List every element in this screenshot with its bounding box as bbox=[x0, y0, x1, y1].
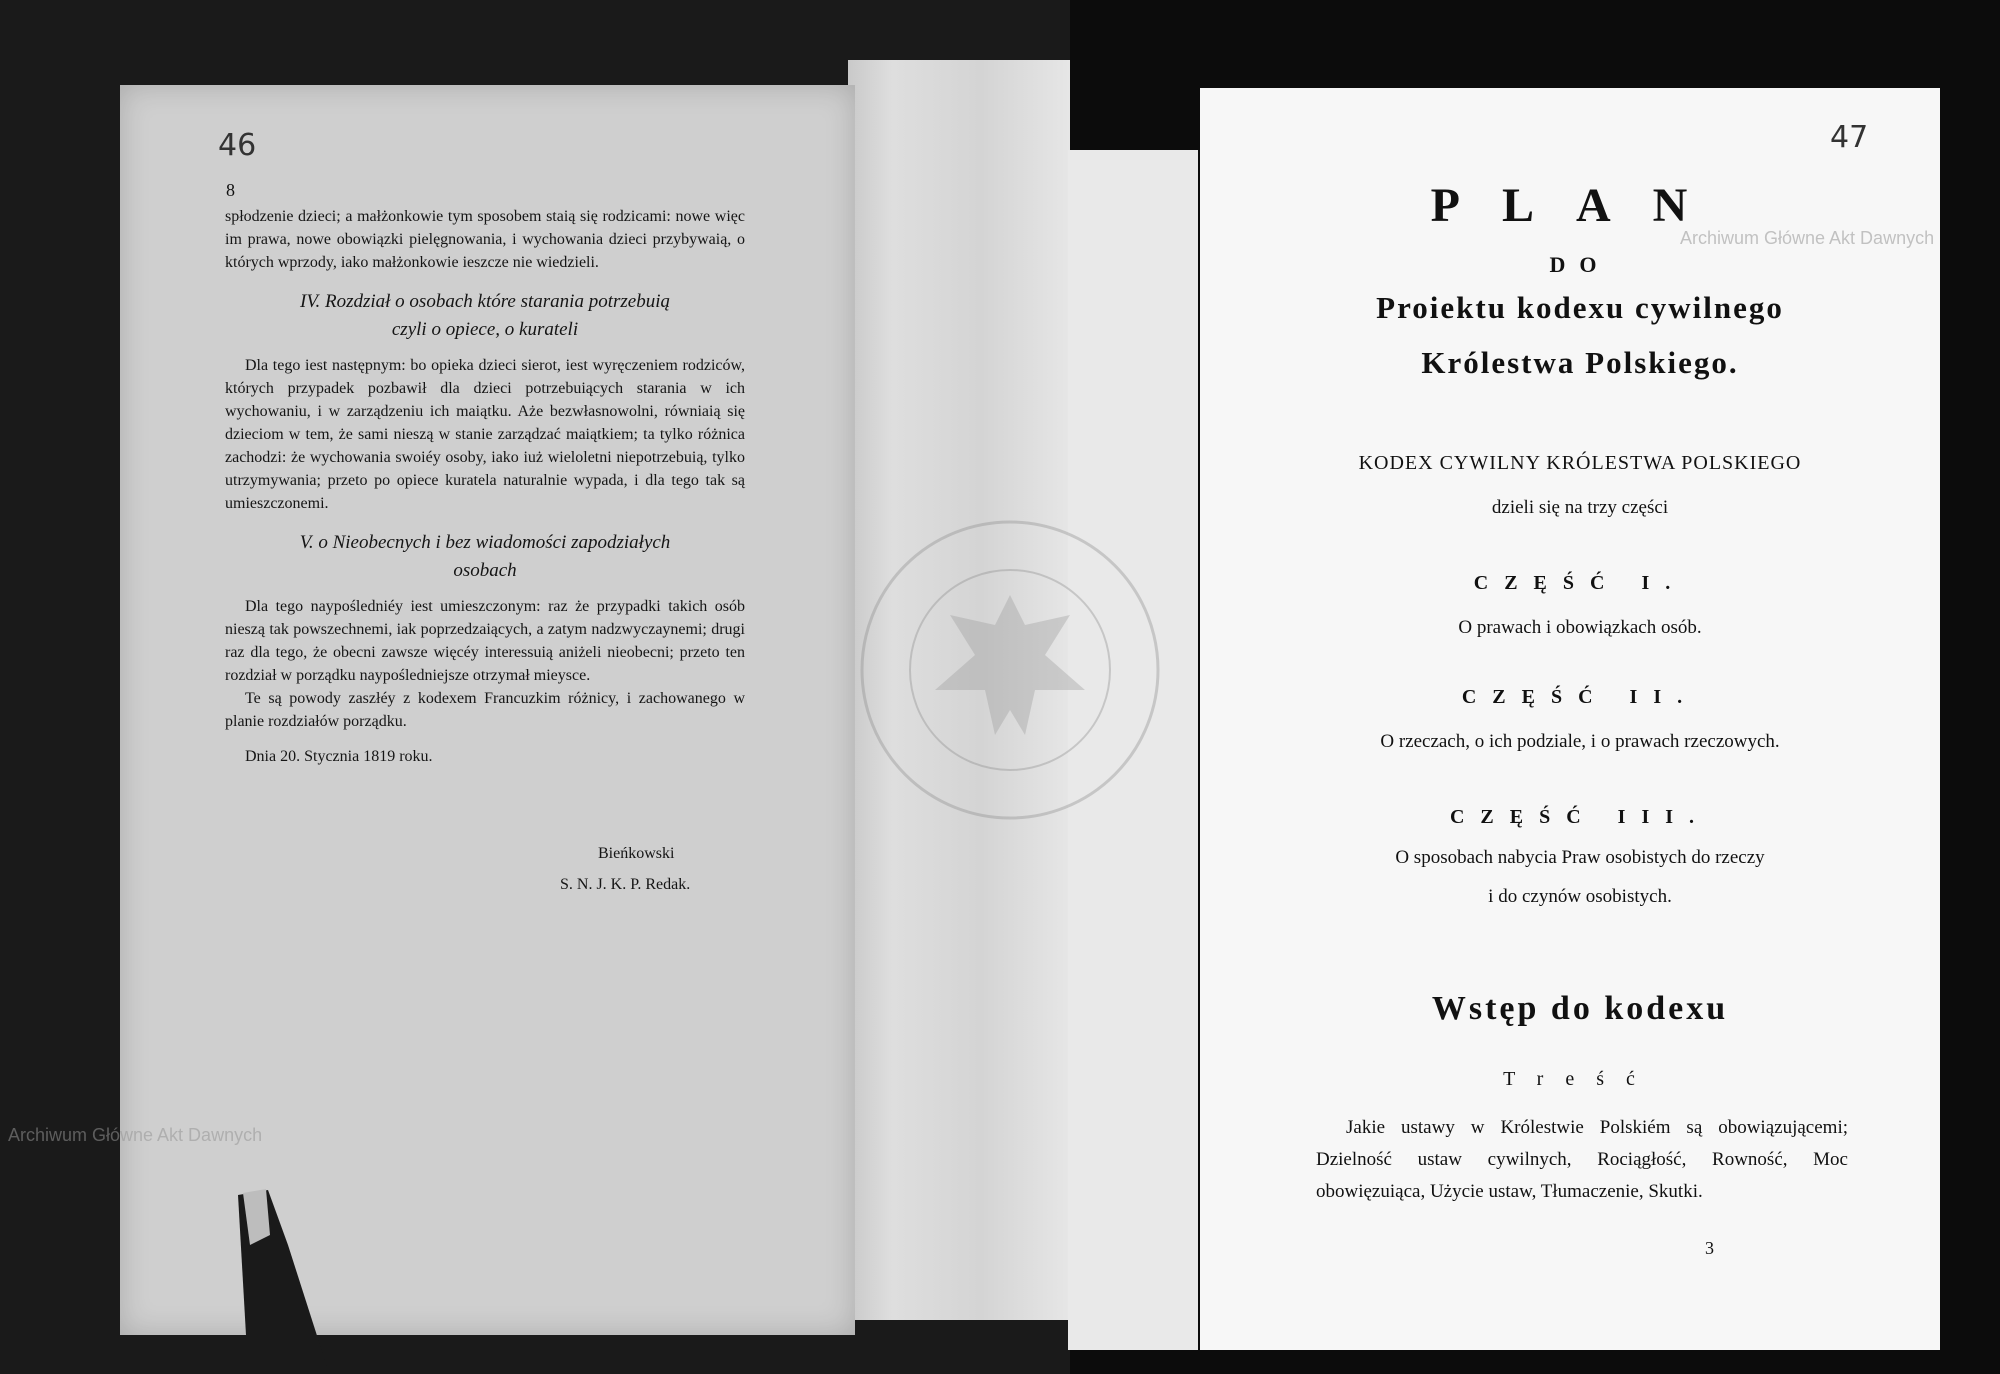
archive-seal bbox=[855, 515, 1165, 825]
handwritten-page-number-left: 46 bbox=[218, 128, 257, 163]
paragraph: Dla tego naypośledniéy iest umieszczonym: raz że przypadki takich osób nieszą tak powszechnemi, iak poprzedzaiących, a zatym nadzwyczaynemi; drugi raz dla tego, że obecni zawsze więcéy interessuią aniżeli nieobecni; przeto ten rozdział w porządku naypośledniejsze otrzymał mieysce. bbox=[225, 598, 745, 684]
paragraph: spłodzenie dzieci; a małżonkowie tym sposobem staią się rodzicami: nowe więc im prawa, nowe obowiązki pielęgnowania, i wychowania dzieci przybywaią, o których wprzody, iako małżonkowie ieszcze nie wiedzieli. bbox=[225, 208, 745, 271]
heading-line: IV. Rozdział o osobach które starania potrzebuią bbox=[300, 291, 670, 312]
paragraph: Dla tego iest następnym: bo opieka dzieci sierot, iest wyręczeniem rodziców, których przypadek pozbawił dla dzieci potrzebuiących starania w ich wychowaniu, i w zarządzeniu ich maiątku. Aże bezwłasnowolni, równiaią się dzieciom w tem, że sami nieszą w stanie zarządzać maiątkiem; ta tylko różnica zachodzi: że wychowania swoiéy osoby, iako iuż wieloletni niepotrzebuią, tylko utrzymywania; przeto po opiece kuratela naturalnie wypada, i dla tego tak są umieszczonemi. bbox=[225, 357, 745, 512]
part-3-text-line-2: i do czynów osobistych. bbox=[1488, 886, 1672, 907]
plan-title: PLAN bbox=[1430, 179, 1730, 232]
intro-heading: Wstęp do kodexu bbox=[1431, 990, 1729, 1027]
part-2-text: O rzeczach, o ich podziale, i o prawach rzeczowych. bbox=[1380, 731, 1780, 752]
contents-label: Treść bbox=[1503, 1068, 1657, 1090]
part-1-label: CZĘŚĆ I. bbox=[1473, 572, 1687, 594]
part-2-label: CZĘŚĆ II. bbox=[1461, 686, 1699, 708]
part-1-text: O prawach i obowiązkach osób. bbox=[1458, 617, 1702, 638]
signature-title: S. N. J. K. P. Redak. bbox=[560, 876, 691, 893]
intro-contents: Jakie ustawy w Królestwie Polskiém są obowiązującemi; Dzielność ustaw cywilnych, Rociągłość, Rowność, Moc obowięzuiąca, Użycie ustaw, Tłumaczenie, Skutki. bbox=[1316, 1117, 1848, 1202]
paragraph: Te są powody zaszłéy z kodexem Francuzkim różnicy, i zachowanego w planie rozdziałów porządku. bbox=[225, 690, 745, 730]
project-line-1: Proiektu kodexu cywilnego bbox=[1376, 290, 1784, 325]
project-line-2: Królestwa Polskiego. bbox=[1421, 345, 1739, 380]
divides-line: dzieli się na trzy części bbox=[1491, 497, 1669, 518]
code-heading: KODEX CYWILNY KRÓLESTWA POLSKIEGO bbox=[1358, 452, 1802, 474]
heading-line: czyli o opiece, o kurateli bbox=[391, 319, 579, 340]
part-3-label: CZĘŚĆ III. bbox=[1449, 806, 1711, 828]
section-heading-iv bbox=[225, 288, 745, 344]
heading-line: osobach bbox=[453, 560, 517, 581]
heading-line: V. o Nieobecnych i bez wiadomości zapodziałych bbox=[299, 532, 671, 553]
do-label: DO bbox=[1549, 252, 1611, 277]
left-page-text bbox=[225, 205, 745, 768]
page-number-right: 3 bbox=[1705, 1238, 1714, 1258]
watermark-text: Archiwum Główne Akt Dawnych bbox=[1680, 228, 1935, 248]
section-heading-v bbox=[225, 529, 745, 585]
signature-name: Bieńkowski bbox=[598, 845, 675, 862]
date-line: Dnia 20. Stycznia 1819 roku. bbox=[245, 748, 433, 765]
page-number-left: 8 bbox=[226, 180, 235, 200]
watermark-text: Archiwum Główne Akt Dawnych bbox=[8, 1125, 263, 1145]
ribbon-marker bbox=[228, 1185, 338, 1374]
part-3-text-line-1: O sposobach nabycia Praw osobistych do rzeczy bbox=[1395, 847, 1765, 868]
handwritten-page-number-right: 47 bbox=[1830, 120, 1869, 155]
